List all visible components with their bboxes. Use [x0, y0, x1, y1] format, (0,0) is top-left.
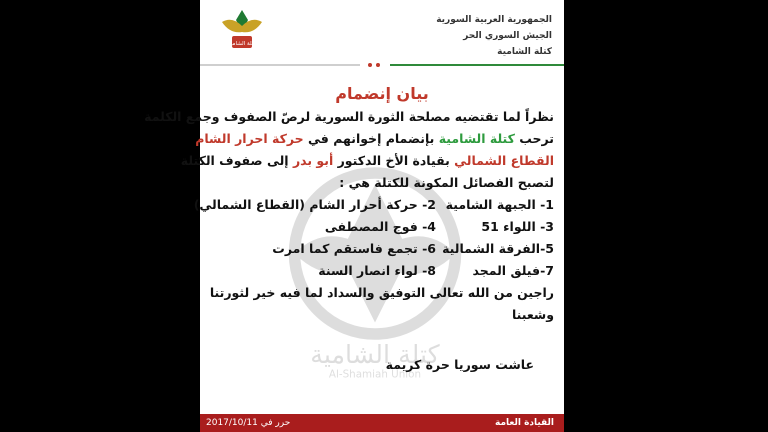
- highlight-union-name: كتلة الشامية: [438, 131, 515, 146]
- faction-item: 3- اللواء 51: [481, 219, 554, 234]
- factions-list: [193, 194, 554, 282]
- signatory: القيادة العامة: [494, 418, 554, 428]
- letterhead-line-2: الجيش السوري الحر: [463, 31, 552, 41]
- logo-text: كتلة الشامية: [227, 41, 257, 47]
- watermark-arabic-text: كتلة الشامية: [310, 339, 440, 369]
- faction-item: 8- لواء انصار السنة: [318, 263, 436, 278]
- faction-item: 1- الجبهة الشامية: [445, 197, 554, 212]
- faction-item: 7-فيلق المجد: [472, 263, 554, 278]
- eagle-logo-icon: [218, 6, 266, 54]
- faction-item: 6- تجمع فاستقم كما امرت: [272, 241, 436, 256]
- highlight-movement-name: حركة احرار الشام: [195, 131, 304, 146]
- closing-line-2: وشعبنا: [511, 307, 554, 322]
- faction-item: 4- فوج المصطفى: [324, 219, 436, 234]
- faction-item: 2- حركة أحرار الشام (القطاع الشمالي): [193, 197, 436, 212]
- body-line-4: لتصبح الفصائل المكونة للكتلة هي :: [339, 175, 554, 190]
- body-line-3: القطاع الشمالي بقيادة الأخ الدكتور أبو بدر إلى صفوف الكتلة: [180, 153, 554, 168]
- letterhead-line-3: كتلة الشامية: [497, 47, 552, 57]
- letterhead-line-1: الجمهورية العربية السورية: [436, 15, 552, 25]
- issue-date: حرر في 2017/10/11: [206, 418, 291, 428]
- body-line-2: ترحب كتلة الشامية بإنضمام إخوانهم في حركة احرار الشام: [195, 131, 554, 146]
- statement-body: [144, 106, 554, 326]
- letterhead: [436, 12, 552, 60]
- watermark-latin-text: Al-Shamiah Union: [328, 368, 422, 381]
- body-line-1: نظراً لما تقتضيه مصلحة الثورة السورية لرصّ الصفوف وجمع الكلمة: [144, 109, 554, 124]
- motto: عاشت سوريا حرة كريمة: [385, 357, 534, 372]
- highlight-leader-name: أبو بدر: [292, 153, 334, 168]
- statement-document: [144, 0, 564, 432]
- footer-bar: [200, 414, 564, 432]
- header-divider: [200, 62, 564, 68]
- highlight-sector-name: القطاع الشمالي: [454, 153, 554, 168]
- faction-item: 5-الفرقة الشمالية: [442, 241, 554, 256]
- closing-line-1: راجين من الله تعالى التوفيق والسداد لما فيه خير لثورتنا: [209, 285, 554, 300]
- document-title: بيان إنضمام: [335, 84, 429, 103]
